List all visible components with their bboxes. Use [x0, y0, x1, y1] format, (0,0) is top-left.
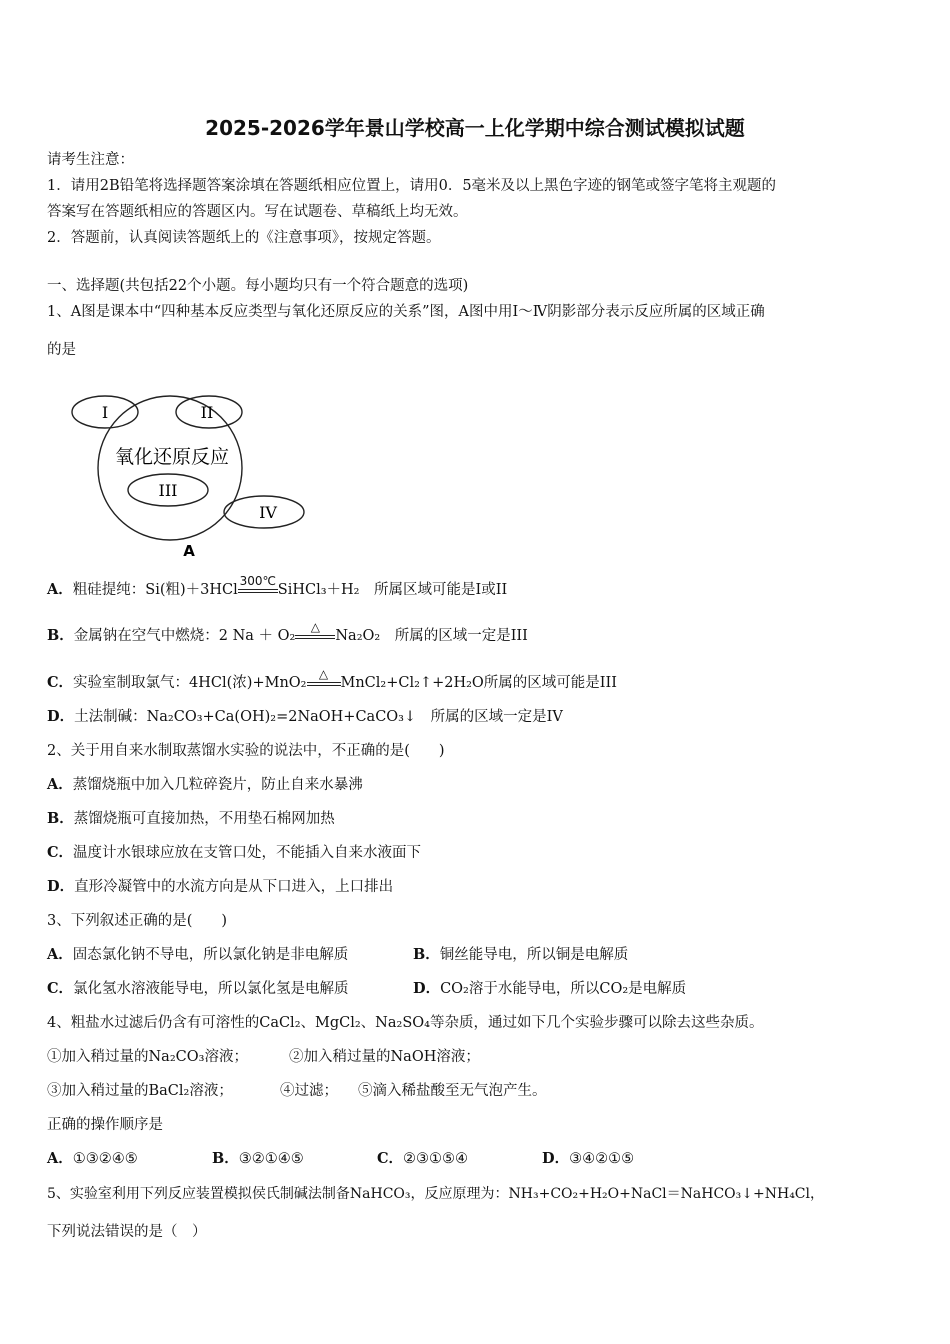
- q1-option-a-post: SiHCl₃＋H₂ 所属区域可能是Ⅰ或II: [277, 582, 508, 598]
- section-heading: 一、选择题(共包括22个小题。每小题均只有一个符合题意的选项): [47, 278, 469, 294]
- region-1-label: I: [101, 403, 109, 422]
- q1-option-c-post: MnCl₂+Cl₂↑+2H₂O所属的区域可能是III: [340, 675, 617, 691]
- q2-option-c-label: C．: [47, 844, 74, 861]
- q4-stem: 4、粗盐水过滤后仍含有可溶性的CaCl₂、MgCl₂、Na₂SO₄等杂质，通过如下几个实验步骤可以除去这些杂质。: [47, 1015, 764, 1031]
- reaction-condition: [238, 574, 278, 600]
- equals-sign: [238, 589, 278, 593]
- q1-option-d: [47, 707, 563, 727]
- q4-step-3: ③加入稍过量的BaCl₂溶液；: [47, 1083, 233, 1099]
- q1-option-c-condition: △: [318, 667, 329, 681]
- q5-stem-b: 下列说法错误的是（ ）: [47, 1224, 207, 1240]
- diagram-caption: A: [183, 542, 195, 560]
- q1-option-a: [47, 574, 508, 600]
- q3-option-b-label: B．: [413, 946, 440, 963]
- q1-option-b-condition: △: [310, 620, 320, 634]
- q1-option-b: [47, 620, 528, 646]
- q4-option-a-text: ①③②④⑤: [72, 1151, 138, 1167]
- q2-option-a-label: A．: [47, 776, 73, 793]
- q2-option-d-text: 直形冷凝管中的水流方向是从下口进入，上口排出: [74, 879, 394, 895]
- q5-stem-a: 5、实验室利用下列反应装置模拟侯氏制碱法制备NaHCO₃，反应原理为：NH₃+CO₂+H₂O+NaCl＝NaHCO₃↓+NH₄Cl，: [47, 1186, 824, 1202]
- q1-option-a-condition: 300℃: [239, 574, 276, 588]
- notice-item-1b: 答案写在答题纸相应的答题区内。写在试题卷、草稿纸上均无效。: [47, 204, 468, 220]
- q4-option-d-text: ③④②①⑤: [569, 1151, 635, 1167]
- q2-option-d-label: D．: [47, 878, 75, 895]
- q4-step-4: ④过滤；: [280, 1083, 338, 1099]
- region-4-label: IV: [259, 503, 277, 522]
- region-2-label: II: [200, 403, 214, 422]
- notice-item-2: 2．答题前，认真阅读答题纸上的《注意事项》，按规定答题。: [47, 230, 441, 246]
- q3-option-c: [47, 979, 349, 999]
- redox-label: 氧化还原反应: [114, 446, 230, 468]
- q1-option-b-pre: 金属钠在空气中燃烧：2 Na ＋ O₂: [73, 628, 296, 644]
- q4-step-5: ⑤滴入稀盐酸至无气泡产生。: [358, 1083, 547, 1099]
- q4-option-b: [212, 1149, 304, 1169]
- q3-option-a-label: A．: [47, 946, 73, 963]
- q4-option-a-label: A．: [47, 1150, 73, 1167]
- q2-option-b-label: B．: [47, 810, 74, 827]
- notice-heading: 请考生注意：: [47, 152, 134, 168]
- q2-stem: 2、关于用自来水制取蒸馏水实验的说法中，不正确的是( ): [47, 743, 445, 759]
- region-3-label: III: [158, 481, 178, 500]
- equals-sign: [307, 682, 341, 686]
- q1-option-a-pre: 粗硅提纯：Si(粗)＋3HCl: [72, 582, 238, 598]
- q4-option-c-label: C．: [377, 1150, 404, 1167]
- q4-option-b-label: B．: [212, 1150, 239, 1167]
- q4-prompt: 正确的操作顺序是: [47, 1117, 163, 1133]
- q1-option-d-text: 土法制碱：Na₂CO₃+Ca(OH)₂=2NaOH+CaCO₃↓ 所属的区域一定是IV: [74, 709, 563, 725]
- q1-option-a-label: A．: [47, 581, 73, 598]
- q3-option-b: [413, 945, 628, 965]
- q2-option-d: [47, 877, 393, 897]
- q3-option-c-label: C．: [47, 980, 74, 997]
- redox-relationship-diagram: [68, 382, 318, 564]
- q2-option-b: [47, 809, 335, 829]
- q2-option-b-text: 蒸馏烧瓶可直接加热，不用垫石棉网加热: [73, 811, 335, 827]
- q1-option-c: [47, 667, 617, 693]
- redox-circle: [98, 396, 242, 540]
- reaction-condition: [307, 667, 341, 693]
- reaction-condition: [295, 620, 335, 646]
- notice-item-1a: 1．请用2B铅笔将选择题答案涂填在答题纸相应位置上，请用0．5毫米及以上黑色字迹的钢笔或签字笔将主观题的: [47, 178, 777, 194]
- q4-option-a: [47, 1149, 138, 1169]
- q2-option-a: [47, 775, 363, 795]
- q3-option-c-text: 氯化氢水溶液能导电，所以氯化氢是电解质: [73, 981, 349, 997]
- q2-option-c: [47, 843, 421, 863]
- q4-step-1: ①加入稍过量的Na₂CO₃溶液；: [47, 1049, 248, 1065]
- q3-option-a-text: 固态氯化钠不导电，所以氯化钠是非电解质: [72, 947, 349, 963]
- q1-option-c-pre: 实验室制取氯气：4HCl(浓)+MnO₂: [73, 675, 307, 691]
- q2-option-a-text: 蒸馏烧瓶中加入几粒碎瓷片，防止自来水暴沸: [72, 777, 363, 793]
- q1-option-d-label: D．: [47, 708, 75, 725]
- q4-step-2: ②加入稍过量的NaOH溶液；: [289, 1049, 480, 1065]
- q3-option-b-text: 铜丝能导电，所以铜是电解质: [439, 947, 629, 963]
- q3-option-d-text: CO₂溶于水能导电，所以CO₂是电解质: [440, 981, 687, 997]
- exam-title: 2025-2026学年景山学校高一上化学期中综合测试模拟试题: [205, 116, 745, 140]
- q3-option-d-label: D．: [413, 980, 441, 997]
- q3-option-a: [47, 945, 348, 965]
- q1-option-b-label: B．: [47, 627, 74, 644]
- q4-option-b-text: ③②①④⑤: [238, 1151, 304, 1167]
- q2-option-c-text: 温度计水银球应放在支管口处，不能插入自来水液面下: [73, 845, 422, 861]
- q4-option-c: [377, 1149, 468, 1169]
- q4-option-d-label: D．: [542, 1150, 570, 1167]
- q1-stem-b: 的是: [47, 342, 76, 358]
- q4-option-c-text: ②③①⑤④: [403, 1151, 469, 1167]
- equals-sign: [295, 635, 335, 639]
- q4-option-d: [542, 1149, 634, 1169]
- q1-option-b-post: Na₂O₂ 所属的区域一定是III: [335, 628, 528, 644]
- q1-option-c-label: C．: [47, 674, 74, 691]
- q1-stem-a: 1、A图是课本中“四种基本反应类型与氧化还原反应的关系”图，A图中用Ⅰ～Ⅳ阴影部分表示反应所属的区域正确: [47, 304, 765, 320]
- q3-stem: 3、下列叙述正确的是( ): [47, 913, 228, 929]
- q3-option-d: [413, 979, 686, 999]
